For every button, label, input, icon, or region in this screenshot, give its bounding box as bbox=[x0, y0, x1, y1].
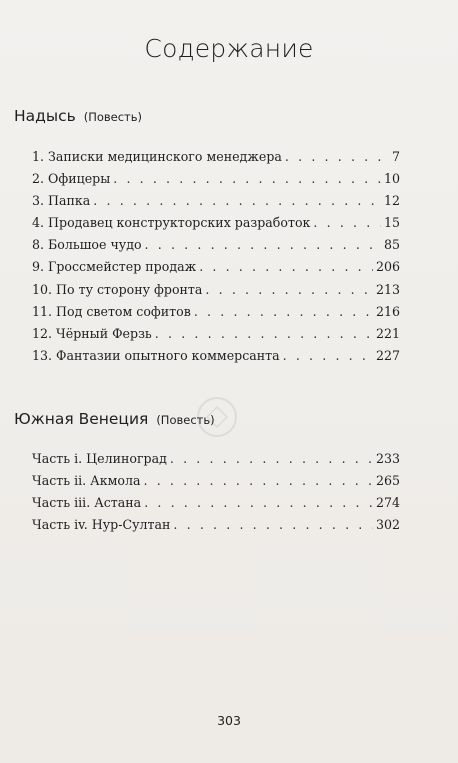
toc-entry-page: 227 bbox=[375, 347, 400, 363]
toc-entry[interactable] bbox=[32, 345, 400, 367]
page-number: 303 bbox=[217, 713, 241, 728]
toc-entry[interactable] bbox=[32, 234, 400, 256]
toc-entry-page: 213 bbox=[375, 281, 400, 297]
dot-leader bbox=[313, 212, 381, 234]
toc-entry-label: 13. Фантазии опытного коммерсанта bbox=[32, 347, 280, 363]
toc-entry-page: 221 bbox=[375, 325, 400, 341]
toc-list-nadys bbox=[32, 146, 400, 367]
toc-entry-page: 265 bbox=[375, 473, 400, 489]
toc-entry-page: 12 bbox=[383, 193, 400, 209]
toc-entry[interactable] bbox=[32, 146, 400, 168]
toc-entry-label: Часть iii. Астана bbox=[32, 495, 142, 511]
toc-entry-label: 1. Записки медицинского менеджера bbox=[32, 149, 282, 164]
section-title: Надысь bbox=[14, 107, 76, 125]
dot-leader bbox=[93, 190, 381, 212]
section-title: Южная Венеция bbox=[14, 410, 149, 428]
toc-entry[interactable] bbox=[32, 448, 400, 470]
section-subtitle: (Повесть) bbox=[83, 110, 143, 124]
toc-entry[interactable] bbox=[32, 492, 400, 514]
toc-entry-label: Часть ii. Акмола bbox=[32, 473, 141, 489]
toc-list-yuzhnaya-venetsiya bbox=[32, 448, 400, 536]
toc-entry-label: 4. Продавец конструкторских разработок bbox=[32, 215, 311, 231]
toc-entry-page: 7 bbox=[391, 149, 400, 164]
dot-leader bbox=[199, 256, 373, 278]
toc-entry[interactable] bbox=[32, 301, 400, 323]
toc-entry-label: 11. Под светом софитов bbox=[32, 303, 191, 319]
toc-entry[interactable] bbox=[32, 323, 400, 345]
toc-entry-label: 10. По ту сторону фронта bbox=[32, 281, 203, 297]
dot-leader bbox=[144, 492, 373, 514]
toc-entry[interactable] bbox=[32, 256, 400, 278]
toc-entry[interactable] bbox=[32, 470, 400, 492]
dot-leader bbox=[285, 146, 389, 168]
page-title: Содержание bbox=[144, 34, 314, 63]
toc-entry-page: 85 bbox=[383, 237, 400, 253]
toc-entry-label: Часть i. Целиноград bbox=[32, 451, 167, 466]
toc-entry-page: 274 bbox=[375, 495, 400, 511]
toc-entry[interactable] bbox=[32, 168, 400, 190]
dot-leader bbox=[170, 448, 373, 470]
toc-entry-label: 12. Чёрный Ферзь bbox=[32, 325, 152, 341]
dot-leader bbox=[173, 514, 373, 536]
dot-leader bbox=[145, 234, 381, 256]
toc-entry-page: 15 bbox=[383, 215, 400, 231]
toc-entry-label: Часть iv. Нур-Султан bbox=[32, 517, 171, 533]
toc-entry-page: 206 bbox=[375, 259, 400, 275]
toc-entry-label: 2. Офицеры bbox=[32, 171, 111, 187]
dot-leader bbox=[155, 323, 373, 345]
dot-leader bbox=[194, 301, 373, 323]
toc-entry[interactable] bbox=[32, 190, 400, 212]
dot-leader bbox=[205, 279, 373, 301]
toc-entry-label: 3. Папка bbox=[32, 193, 91, 209]
section-heading-nadys bbox=[14, 107, 142, 125]
dot-leader bbox=[283, 345, 373, 367]
toc-entry[interactable] bbox=[32, 212, 400, 234]
toc-entry-page: 302 bbox=[375, 517, 400, 533]
toc-entry-label: 8. Большое чудо bbox=[32, 237, 142, 253]
toc-entry-page: 10 bbox=[383, 171, 400, 187]
toc-entry[interactable] bbox=[32, 279, 400, 301]
dot-leader bbox=[113, 168, 381, 190]
toc-entry-page: 216 bbox=[375, 303, 400, 319]
dot-leader bbox=[143, 470, 372, 492]
toc-entry[interactable] bbox=[32, 514, 400, 536]
toc-entry-label: 9. Гроссмейстер продаж bbox=[32, 259, 197, 275]
section-subtitle: (Повесть) bbox=[156, 413, 215, 427]
toc-entry-page: 233 bbox=[375, 451, 400, 466]
section-heading-yuzhnaya-venetsiya bbox=[14, 410, 215, 428]
